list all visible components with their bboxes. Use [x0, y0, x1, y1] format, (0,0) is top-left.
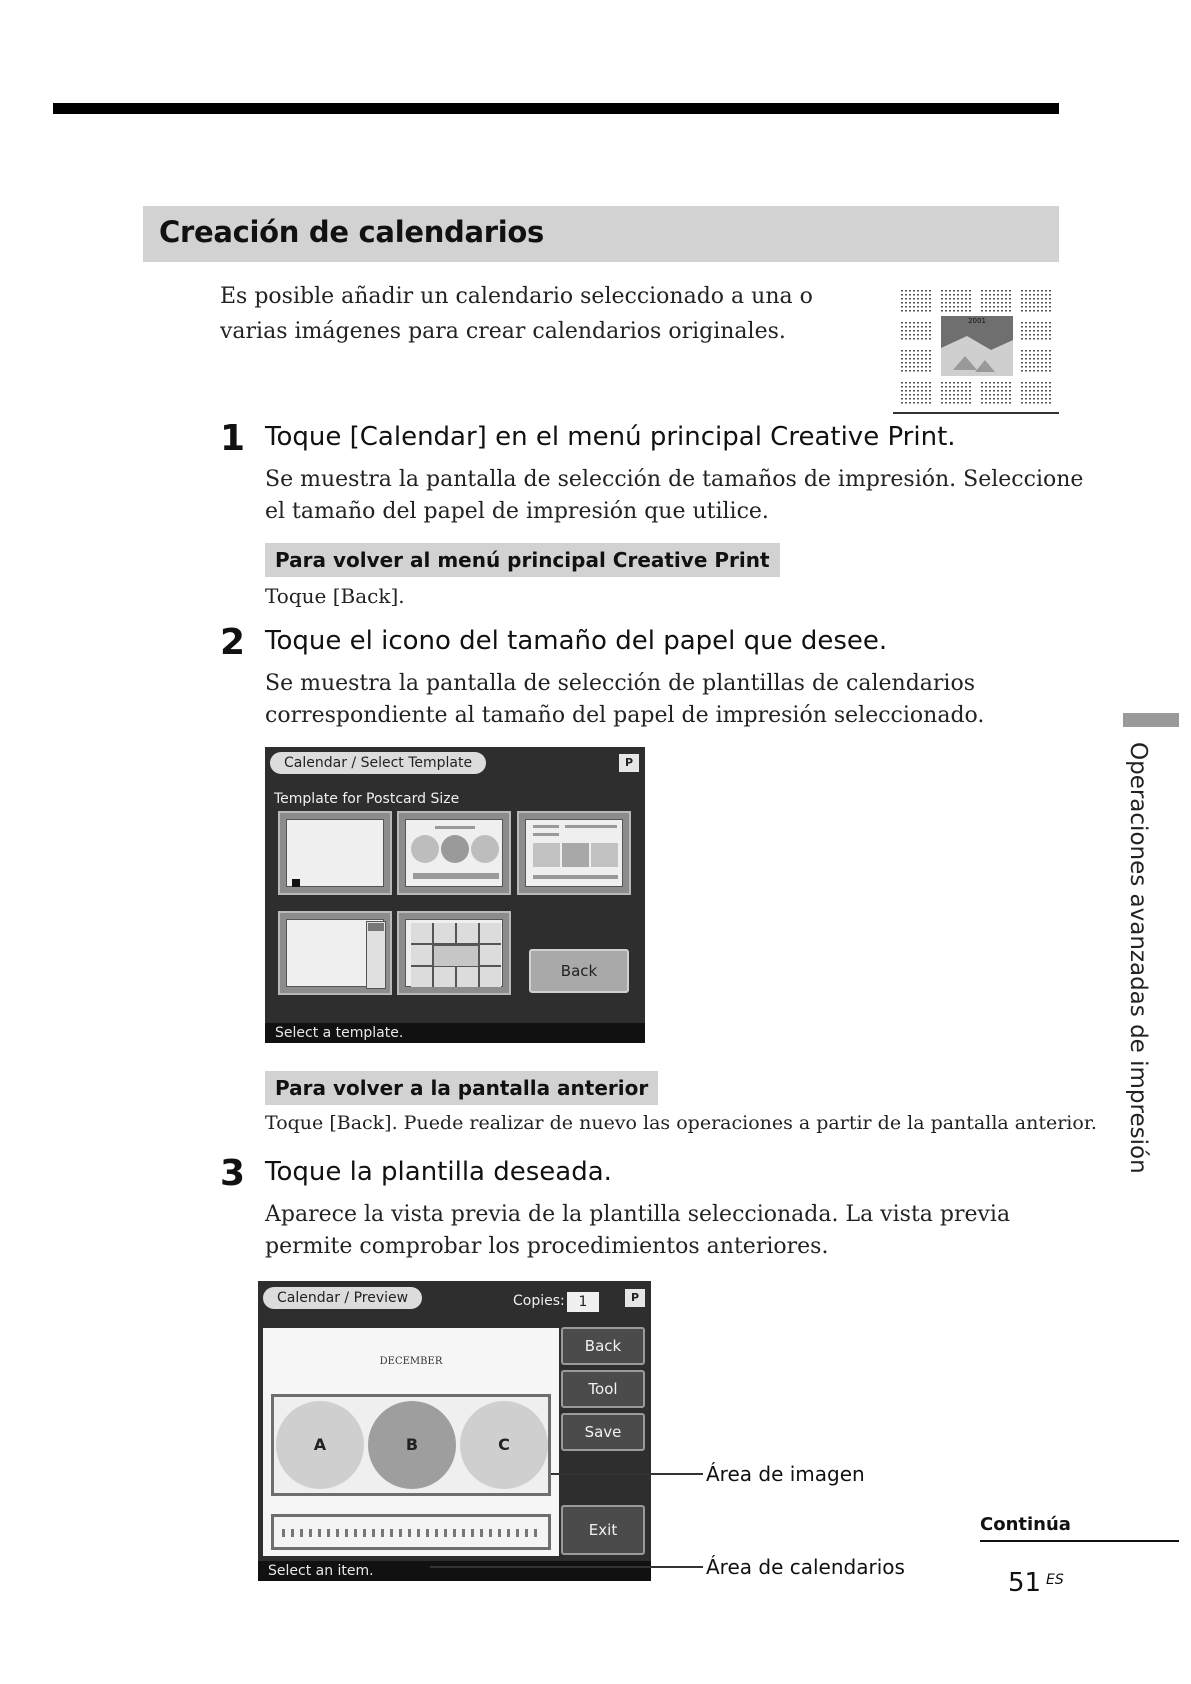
side-tab-bar	[1123, 713, 1179, 727]
calendar-area[interactable]	[271, 1514, 551, 1550]
save-button[interactable]: Save	[561, 1413, 645, 1451]
step-title: Toque [Calendar] en el menú principal Creative Print.	[265, 422, 956, 452]
copies-label: Copies:	[513, 1293, 565, 1309]
note-text: Toque [Back].	[265, 584, 405, 608]
section-header	[143, 206, 1059, 262]
status-bar: Select a template.	[265, 1023, 645, 1043]
step-number: 1	[220, 418, 246, 459]
callout-calendar-area: Área de calendarios	[706, 1555, 905, 1579]
thumbnail-year: 2001	[968, 317, 986, 325]
screen-preview	[258, 1281, 651, 1581]
page-language: ES	[1046, 1572, 1064, 1588]
template-option-side-calendar[interactable]	[278, 911, 392, 995]
image-area[interactable]	[271, 1394, 551, 1496]
continues-label: Continúa	[980, 1514, 1071, 1535]
printer-badge: P	[625, 1289, 645, 1307]
screen-subtitle: Template for Postcard Size	[274, 791, 460, 807]
continues-rule	[980, 1540, 1179, 1542]
step-title: Toque la plantilla deseada.	[265, 1157, 612, 1187]
image-slot-a[interactable]: A	[276, 1401, 364, 1489]
preview-sheet	[263, 1328, 559, 1556]
printer-badge: P	[619, 754, 639, 772]
intro-paragraph: Es posible añadir un calendario seleccionado a una o varias imágenes para crear calendarios originales.	[220, 284, 813, 344]
template-option-three-circles[interactable]	[397, 811, 511, 895]
step-body: Se muestra la pantalla de selección de tamaños de impresión. Seleccione el tamaño del papel de impresión que utilice.	[265, 467, 1084, 524]
copies-value[interactable]: 1	[567, 1292, 599, 1312]
callout-line-calendar	[430, 1566, 703, 1568]
back-button[interactable]: Back	[529, 949, 629, 993]
calendar-thumbnail	[893, 286, 1059, 414]
step-body: Se muestra la pantalla de selección de plantillas de calendarios correspondiente al tamaño del papel de impresión seleccionado.	[265, 671, 985, 728]
side-section-label: Operaciones avanzadas de impresión	[1125, 742, 1151, 1174]
back-button[interactable]: Back	[561, 1327, 645, 1365]
status-bar: Select an item.	[258, 1561, 651, 1581]
step-body: Aparece la vista previa de la plantilla seleccionada. La vista previa permite comprobar los procedimientos anteriores.	[265, 1202, 1011, 1259]
screen-title: Calendar / Select Template	[270, 752, 486, 774]
page-number: 51	[1008, 1568, 1042, 1598]
step-number: 2	[220, 622, 246, 663]
top-rule	[53, 103, 1059, 114]
note-label-back-previous: Para volver a la pantalla anterior	[265, 1071, 658, 1105]
callout-image-area: Área de imagen	[706, 1462, 865, 1486]
image-slot-c[interactable]: C	[460, 1401, 548, 1489]
note-text: Toque [Back]. Puede realizar de nuevo las operaciones a partir de la pantalla anterior.	[265, 1112, 1097, 1134]
step-number: 3	[220, 1153, 246, 1194]
template-option-full[interactable]	[278, 811, 392, 895]
preview-month: DECEMBER	[379, 1356, 443, 1367]
step-title: Toque el icono del tamaño del papel que desee.	[265, 626, 888, 656]
exit-button[interactable]: Exit	[561, 1505, 645, 1555]
screen-title: Calendar / Preview	[263, 1287, 422, 1309]
screen-select-template	[265, 747, 645, 1043]
note-label-back-main-menu: Para volver al menú principal Creative Print	[265, 543, 780, 577]
callout-line-image	[551, 1473, 703, 1475]
tool-button[interactable]: Tool	[561, 1370, 645, 1408]
template-option-three-panels[interactable]	[517, 811, 631, 895]
template-option-grid[interactable]	[397, 911, 511, 995]
section-title: Creación de calendarios	[159, 215, 545, 249]
image-slot-b[interactable]: B	[368, 1401, 456, 1489]
